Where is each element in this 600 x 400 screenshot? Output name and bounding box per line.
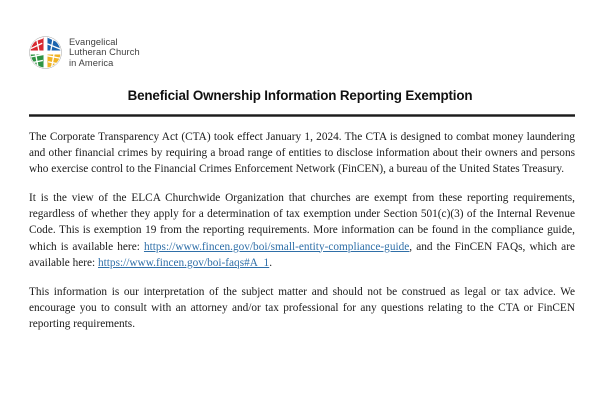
paragraph-intro: The Corporate Transparency Act (CTA) took effect January 1, 2024. The CTA is designed to combat money laundering and other financial crimes by requiring a broad range of entities to disclose information about their owners and persons who exercise control to the Financial Crimes Enforcement Network (FinCEN), a bureau of the United States Treasury. [29,131,575,176]
document-title: Beneficial Ownership Information Reporting Exemption [127,88,473,103]
document-body [29,129,575,332]
elca-logo-header [29,36,140,69]
external-link[interactable]: https://www.fincen.gov/boi/small-entity-compliance-guide [143,240,410,253]
elca-wordmark [69,37,140,69]
elca-wordmark-line-2: Lutheran Church [69,47,140,58]
elca-wordmark-line-1: Evangelical [69,36,118,47]
paragraph-disclaimer: This information is our interpretation of the subject matter and should not be construed as legal or tax advice. We encourage you to consult with an attorney and/or tax professional for any questions relating to the CTA or FinCEN reporting requirements. [29,285,575,330]
header-divider [29,114,575,117]
paragraph-elca-view: It is the view of the ELCA Churchwide Organization that churches are exempt from these reporting requirements, regardless of whether they apply for a determination of tax exemption under Section 501(c)(3) of the Internal Revenue Code. This is exemption 19 from the reporting requirements. More information can be found in the compliance guide, which is available here: https://www.fincen.gov/boi/small-entity-compliance-guide, and the FinCEN FAQs, which are available here: https://www.fincen.gov/boi-faqs#A_1. [29,192,575,269]
external-link[interactable]: https://www.fincen.gov/boi-faqs#A_1 [98,256,270,269]
elca-wordmark-line-3: in America [69,57,114,68]
elca-logo-icon [29,36,62,69]
